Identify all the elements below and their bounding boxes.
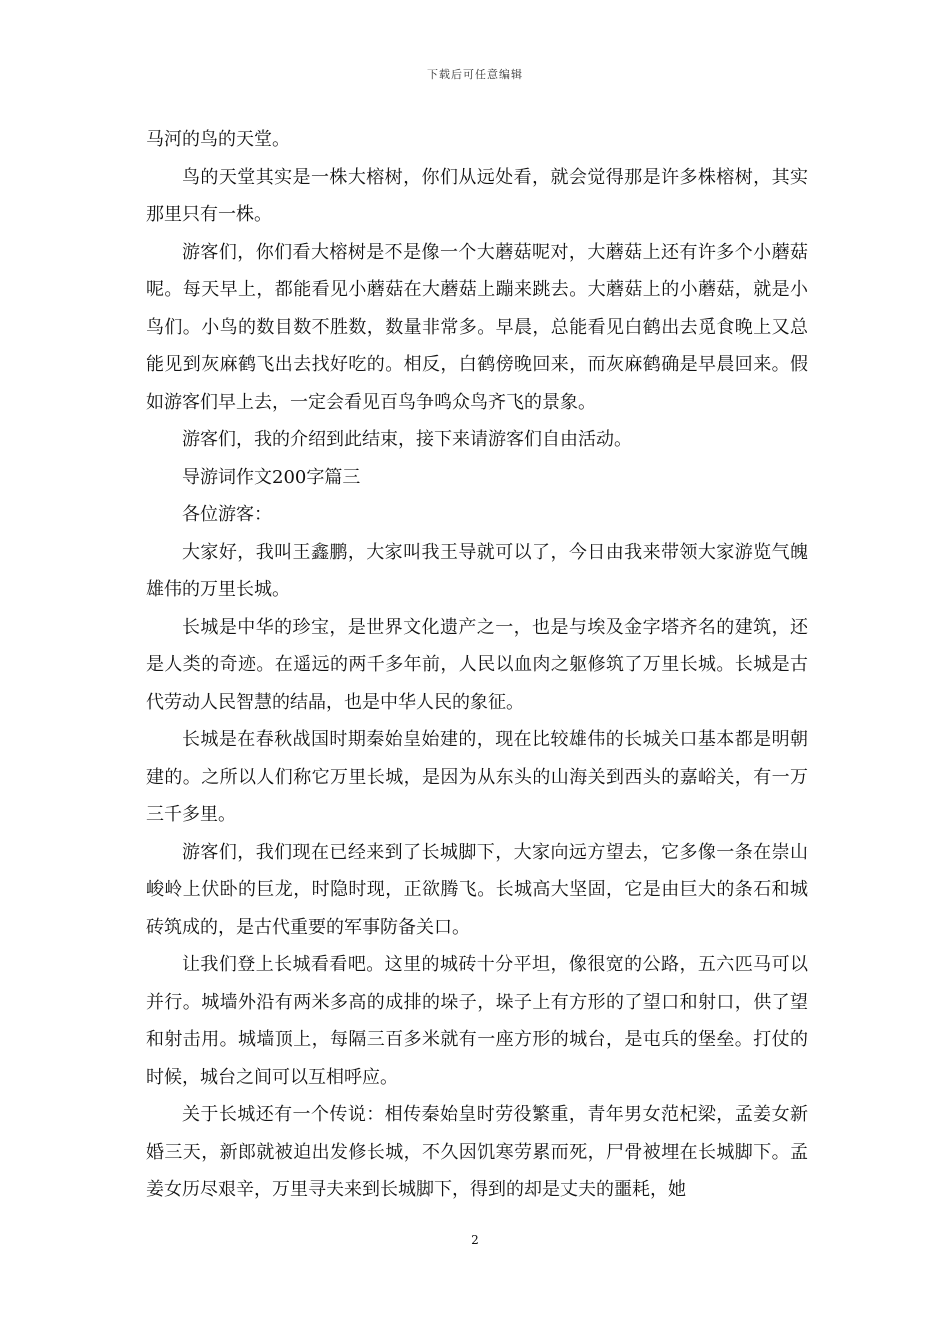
paragraph-continuation: 马河的鸟的天堂。 <box>146 129 290 150</box>
document-body <box>146 121 808 1209</box>
paragraph: 游客们，我们现在已经来到了长城脚下，大家向远方望去，它多像一条在崇山峻岭上伏卧的巨龙，时隐时现，正欲腾飞。长城高大坚固，它是由巨大的条石和城砖筑成的，是古代重要的军事防备关口。 <box>146 841 808 938</box>
paragraph: 长城是中华的珍宝，是世界文化遗产之一，也是与埃及金字塔齐名的建筑，还是人类的奇迹。在遥远的两千多年前，人民以血肉之躯修筑了万里长城。长城是古代劳动人民智慧的结晶，也是中华人民的象征。 <box>146 616 808 713</box>
paragraph: 游客们，我的介绍到此结束，接下来请游客们自由活动。 <box>182 429 632 450</box>
paragraph: 鸟的天堂其实是一株大榕树，你们从远处看，就会觉得那是许多株榕树，其实那里只有一株。 <box>146 166 808 225</box>
paragraph: 大家好，我叫王鑫鹏，大家叫我王导就可以了，今日由我来带领大家游览气魄雄伟的万里长城。 <box>146 541 808 600</box>
paragraph: 游客们，你们看大榕树是不是像一个大蘑菇呢对，大蘑菇上还有许多个小蘑菇呢。每天早上，都能看见小蘑菇在大蘑菇上蹦来跳去。大蘑菇上的小蘑菇，就是小鸟们。小鸟的数目数不胜数，数量非常多。早晨，总能看见白鹤出去觅食晚上又总能见到灰麻鹤飞出去找好吃的。相反，白鹤傍晚回来，而灰麻鹤确是早晨回来。假如游客们早上去，一定会看见百鸟争鸣众鸟齐飞的景象。 <box>146 241 808 413</box>
paragraph: 关于长城还有一个传说：相传秦始皇时劳役繁重，青年男女范杞梁，孟姜女新婚三天，新郎就被迫出发修长城，不久因饥寒劳累而死，尸骨被埋在长城脚下。孟姜女历尽艰辛，万里寻夫来到长城脚下，得到的却是丈夫的噩耗，她 <box>146 1104 808 1200</box>
section-heading: 导游词作文200字篇三 <box>182 466 361 488</box>
page-number: 2 <box>471 1233 479 1247</box>
salutation: 各位游客： <box>182 504 272 525</box>
page-header: 下载后可任意编辑 <box>427 68 523 81</box>
paragraph: 长城是在春秋战国时期秦始皇始建的，现在比较雄伟的长城关口基本都是明朝建的。之所以人们称它万里长城，是因为从东头的山海关到西头的嘉峪关，有一万三千多里。 <box>146 729 808 825</box>
paragraph: 让我们登上长城看看吧。这里的城砖十分平坦，像很宽的公路，五六匹马可以并行。城墙外沿有两米多高的成排的垛子，垛子上有方形的了望口和射口，供了望和射击用。城墙顶上，每隔三百多米就有一座方形的城台，是屯兵的堡垒。打仗的时候，城台之间可以互相呼应。 <box>146 954 808 1088</box>
